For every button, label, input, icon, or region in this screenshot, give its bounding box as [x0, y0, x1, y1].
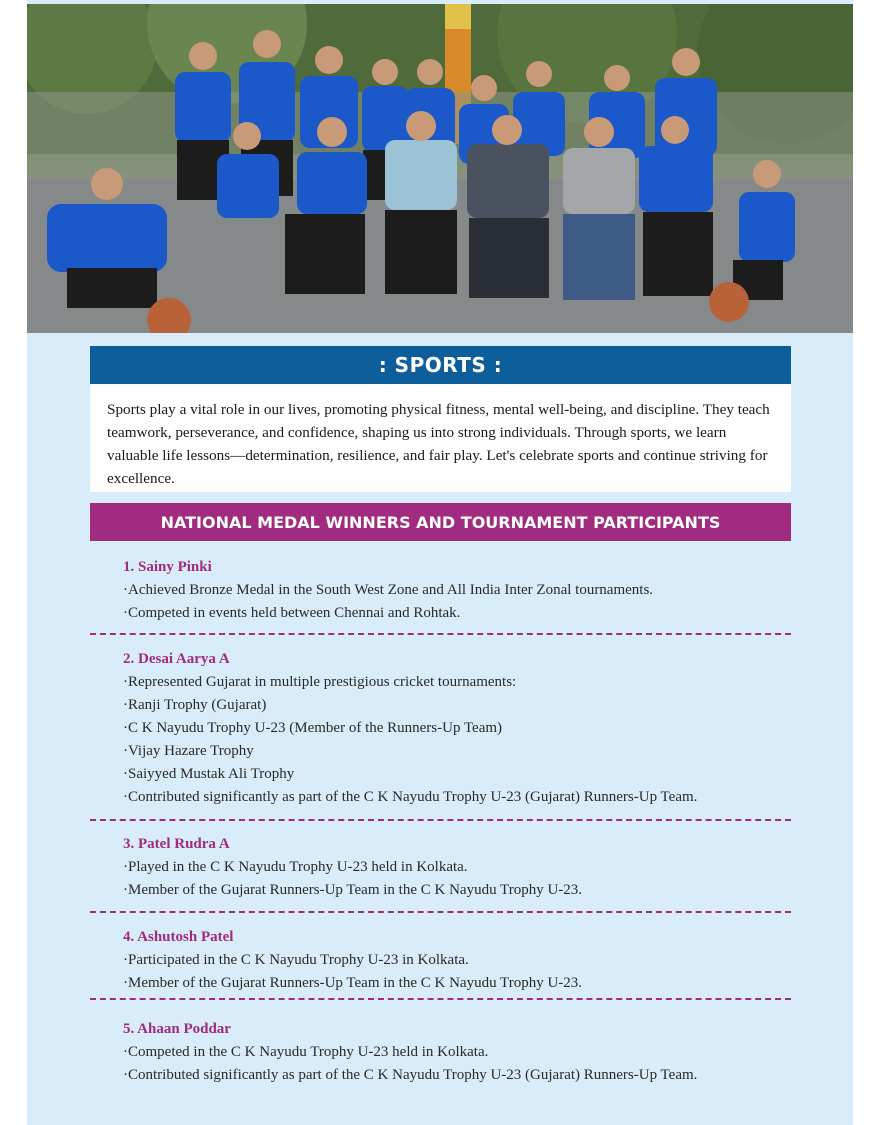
- sports-section-title: : SPORTS :: [90, 346, 791, 384]
- entry-divider: [90, 998, 791, 1000]
- entry-name: 2. Desai Aarya A: [123, 651, 230, 667]
- medal-entry-4: [123, 926, 783, 995]
- team-group-photo: [27, 4, 853, 333]
- entry-divider: [90, 819, 791, 821]
- entry-line: ·Competed in the C K Nayudu Trophy U-23 held in Kolkata.: [123, 1044, 489, 1060]
- entry-divider: [90, 633, 791, 635]
- entry-line: ·Member of the Gujarat Runners-Up Team in the C K Nayudu Trophy U-23.: [123, 975, 583, 991]
- entry-name: 4. Ashutosh Patel: [123, 929, 234, 945]
- sports-description-text: Sports play a vital role in our lives, promoting physical fitness, mental well-being, and discipline. They teach teamwork, perseverance, and confidence, shaping us into strong individuals. Through sports, we learn valuable life lessons—determination, resilience, and fair play. Let's celebrate sports and continue striving for excellence.: [107, 401, 770, 487]
- entry-line: ·Contributed significantly as part of the C K Nayudu Trophy U-23 (Gujarat) Runners-Up Team.: [123, 789, 698, 805]
- entry-line: ·Contributed significantly as part of the C K Nayudu Trophy U-23 (Gujarat) Runners-Up Team.: [123, 1067, 698, 1083]
- entry-line: ·Represented Gujarat in multiple prestigious cricket tournaments:: [123, 674, 517, 690]
- sports-description: [90, 384, 791, 492]
- entry-divider: [90, 911, 791, 913]
- entry-line: ·Saiyyed Mustak Ali Trophy: [123, 766, 295, 782]
- entry-line: ·Played in the C K Nayudu Trophy U-23 held in Kolkata.: [123, 859, 468, 875]
- medal-winners-title: NATIONAL MEDAL WINNERS AND TOURNAMENT PARTICIPANTS: [90, 503, 791, 541]
- entry-line: ·Achieved Bronze Medal in the South West Zone and All India Inter Zonal tournaments.: [123, 582, 654, 598]
- entry-line: ·Member of the Gujarat Runners-Up Team in the C K Nayudu Trophy U-23.: [123, 882, 583, 898]
- team-photo-illustration: [27, 4, 853, 333]
- entry-line: ·Vijay Hazare Trophy: [123, 743, 254, 759]
- entry-line: ·Participated in the C K Nayudu Trophy U-23 in Kolkata.: [123, 952, 469, 968]
- entry-line: ·C K Nayudu Trophy U-23 (Member of the Runners-Up Team): [123, 720, 503, 736]
- medal-entry-2: [123, 648, 783, 809]
- medal-entry-1: [123, 556, 783, 625]
- entry-name: 1. Sainy Pinki: [123, 559, 212, 575]
- entry-line: ·Competed in events held between Chennai and Rohtak.: [123, 605, 461, 621]
- medal-entry-3: [123, 833, 783, 902]
- medal-entry-5: [123, 1018, 783, 1087]
- entry-line: ·Ranji Trophy (Gujarat): [123, 697, 267, 713]
- entry-name: 3. Patel Rudra A: [123, 836, 230, 852]
- entry-name: 5. Ahaan Poddar: [123, 1021, 231, 1037]
